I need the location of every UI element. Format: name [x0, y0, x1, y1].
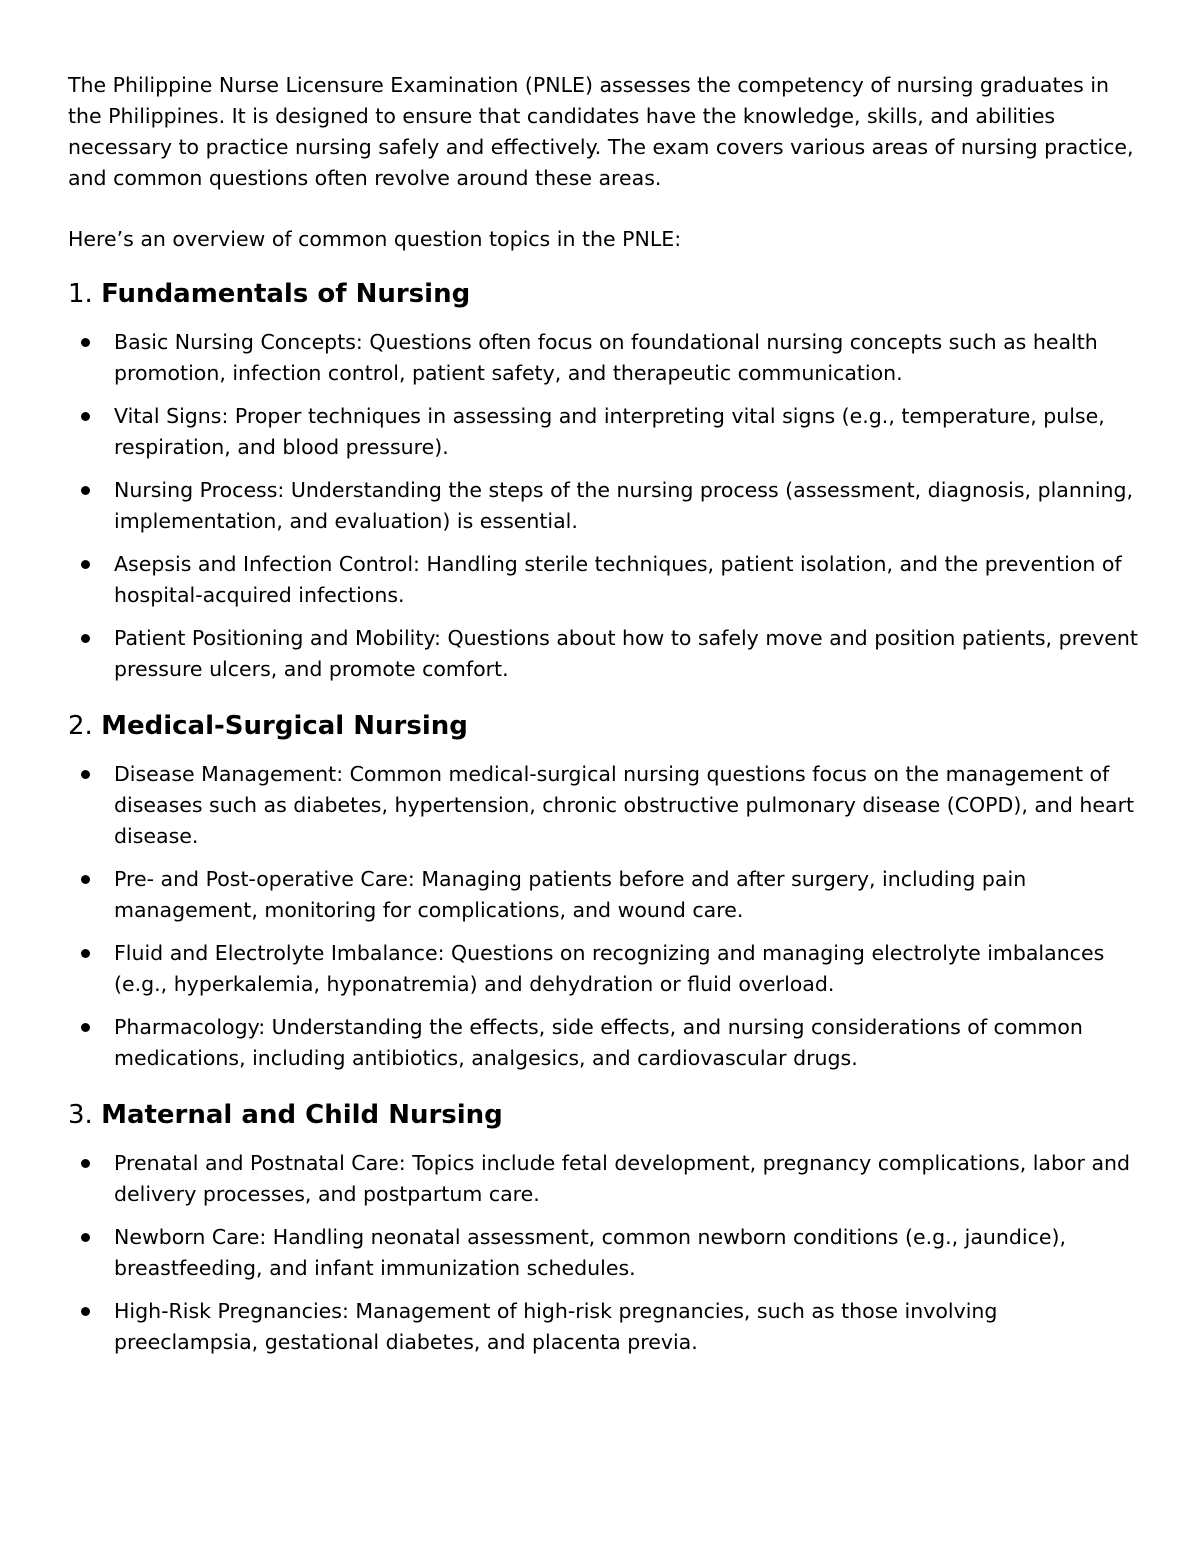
list-item	[68, 475, 1138, 537]
item-text: : Questions often focus on foundational nursing concepts such as health promotion, infection control, patient safety, and therapeutic communication.	[114, 330, 1098, 385]
list-item	[68, 938, 1138, 1000]
section-title: Medical-Surgical Nursing	[101, 711, 468, 741]
item-term: Pharmacology	[114, 1015, 259, 1039]
item-text: : Understanding the effects, side effects, and nursing considerations of common medications, including antibiotics, analgesics, and cardiovascular drugs.	[114, 1015, 1083, 1070]
list-item	[68, 1148, 1138, 1210]
item-term: Basic Nursing Concepts	[114, 330, 356, 354]
item-term: Vital Signs	[114, 404, 222, 428]
bullet-icon	[81, 338, 90, 347]
section-heading-medical-surgical	[68, 709, 1138, 743]
bullet-icon	[81, 1023, 90, 1032]
bullet-list-medical-surgical	[68, 759, 1138, 1074]
list-item	[68, 1012, 1138, 1074]
item-term: Patient Positioning and Mobility	[114, 626, 435, 650]
section-number: 3.	[68, 1100, 93, 1130]
overview-paragraph: Here’s an overview of common question topics in the PNLE:	[68, 227, 682, 251]
section-title: Fundamentals of Nursing	[101, 279, 471, 309]
section-title: Maternal and Child Nursing	[101, 1100, 503, 1130]
item-term: Nursing Process	[114, 478, 278, 502]
item-term: Disease Management	[114, 762, 337, 786]
item-term: Pre- and Post-operative Care	[114, 867, 408, 891]
list-item	[68, 623, 1138, 685]
item-text: : Managing patients before and after surgery, including pain management, monitoring for complications, and wound care.	[114, 867, 1027, 922]
list-item	[68, 327, 1138, 389]
item-text: : Topics include fetal development, pregnancy complications, labor and delivery processes, and postpartum care.	[114, 1151, 1131, 1206]
item-text: : Handling neonatal assessment, common newborn conditions (e.g., jaundice), breastfeeding, and infant immunization schedules.	[114, 1225, 1067, 1280]
item-text: : Common medical-surgical nursing questions focus on the management of diseases such as diabetes, hypertension, chronic obstructive pulmonary disease (COPD), and heart disease.	[114, 762, 1135, 848]
bullet-icon	[81, 486, 90, 495]
list-item	[68, 1296, 1138, 1358]
list-item	[68, 549, 1138, 611]
intro-paragraph: The Philippine Nurse Licensure Examination (PNLE) assesses the competency of nursing graduates in the Philippines. It is designed to ensure that candidates have the knowledge, skills, and abilities necessary to practice nursing safely and effectively. The exam covers various areas of nursing practice, and common questions often revolve around these areas.	[68, 73, 1134, 190]
item-term: Newborn Care	[114, 1225, 260, 1249]
bullet-list-maternal-child	[68, 1148, 1138, 1358]
bullet-icon	[81, 1307, 90, 1316]
item-term: High-Risk Pregnancies	[114, 1299, 342, 1323]
item-text: : Understanding the steps of the nursing process (assessment, diagnosis, planning, implementation, and evaluation) is essential.	[114, 478, 1134, 533]
document-page	[68, 70, 1138, 1382]
item-text: : Proper techniques in assessing and interpreting vital signs (e.g., temperature, pulse, respiration, and blood pressure).	[114, 404, 1105, 459]
section-heading-fundamentals	[68, 277, 1138, 311]
list-item	[68, 759, 1138, 852]
bullet-icon	[81, 875, 90, 884]
item-term: Asepsis and Infection Control	[114, 552, 414, 576]
item-text: : Handling sterile techniques, patient isolation, and the prevention of hospital-acquired infections.	[114, 552, 1122, 607]
bullet-icon	[81, 634, 90, 643]
section-heading-maternal-child	[68, 1098, 1138, 1132]
list-item	[68, 864, 1138, 926]
bullet-icon	[81, 412, 90, 421]
bullet-icon	[81, 949, 90, 958]
item-text: : Management of high-risk pregnancies, such as those involving preeclampsia, gestational diabetes, and placenta previa.	[114, 1299, 998, 1354]
section-number: 2.	[68, 711, 93, 741]
bullet-icon	[81, 1159, 90, 1168]
item-text: : Questions on recognizing and managing electrolyte imbalances (e.g., hyperkalemia, hyponatremia) and dehydration or fluid overload.	[114, 941, 1105, 996]
item-text: : Questions about how to safely move and position patients, prevent pressure ulcers, and promote comfort.	[114, 626, 1138, 681]
item-term: Prenatal and Postnatal Care	[114, 1151, 399, 1175]
item-term: Fluid and Electrolyte Imbalance	[114, 941, 438, 965]
list-item	[68, 1222, 1138, 1284]
bullet-list-fundamentals	[68, 327, 1138, 685]
list-item	[68, 401, 1138, 463]
bullet-icon	[81, 560, 90, 569]
bullet-icon	[81, 770, 90, 779]
bullet-icon	[81, 1233, 90, 1242]
section-number: 1.	[68, 279, 93, 309]
